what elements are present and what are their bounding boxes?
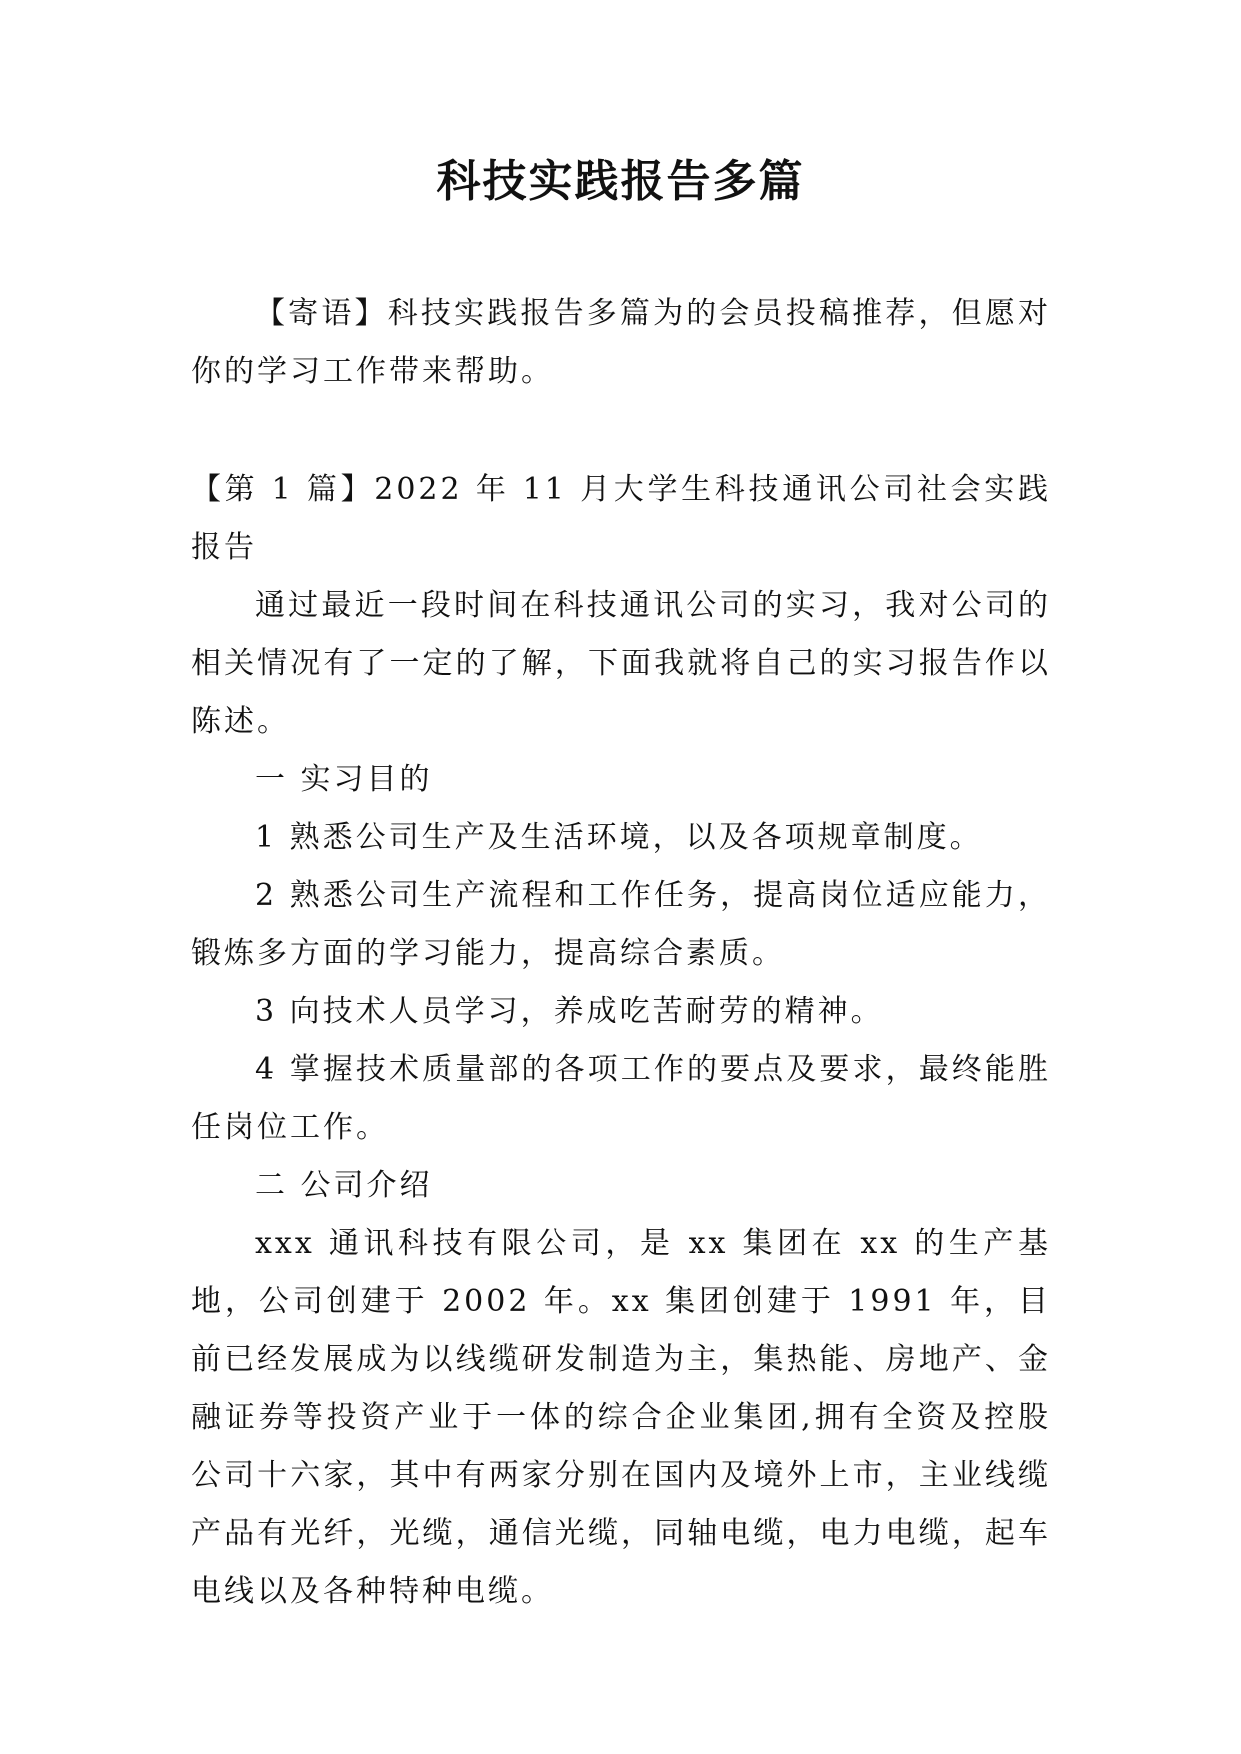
paragraph-company-intro: xxx 通讯科技有限公司，是 xx 集团在 xx 的生产基地，公司创建于 2002 年。xx 集团创建于 1991 年，目前已经发展成为以线缆研发制造为主，集热能、房地产、金融证券等投资产业于一体的综合企业集团,拥有全资及控股公司十六家，其中有两家分别在国内及境外上市，主业线缆产品有光纤，光缆，通信光缆，同轴电缆，电力电缆，起车电线以及各种特种电缆。 — [191, 1226, 1051, 1609]
intro-paragraph: 【寄语】科技实践报告多篇为的会员投稿推荐，但愿对你的学习工作带来帮助。 — [191, 296, 1051, 389]
goal-item-1: 1 熟悉公司生产及生活环境，以及各项规章制度。 — [255, 820, 983, 855]
goal-item-4: 4 掌握技术质量部的各项工作的要点及要求，最终能胜任岗位工作。 — [191, 1052, 1051, 1145]
heading-internship-goals: 一 实习目的 — [255, 762, 433, 797]
document-title: 科技实践报告多篇 — [436, 156, 805, 207]
main-content — [191, 461, 1051, 1621]
goal-item-3: 3 向技术人员学习，养成吃苦耐劳的精神。 — [255, 994, 884, 1029]
paragraph-opening: 通过最近一段时间在科技通讯公司的实习，我对公司的相关情况有了一定的了解，下面我就将自己的实习报告作以陈述。 — [191, 588, 1051, 739]
goal-item-2: 2 熟悉公司生产流程和工作任务，提高岗位适应能力，锻炼多方面的学习能力，提高综合素质。 — [191, 878, 1051, 971]
section-heading: 【第 1 篇】2022 年 11 月大学生科技通讯公司社会实践报告 — [191, 472, 1051, 565]
intro-block — [191, 285, 1051, 401]
heading-company-intro: 二 公司介绍 — [255, 1168, 433, 1203]
